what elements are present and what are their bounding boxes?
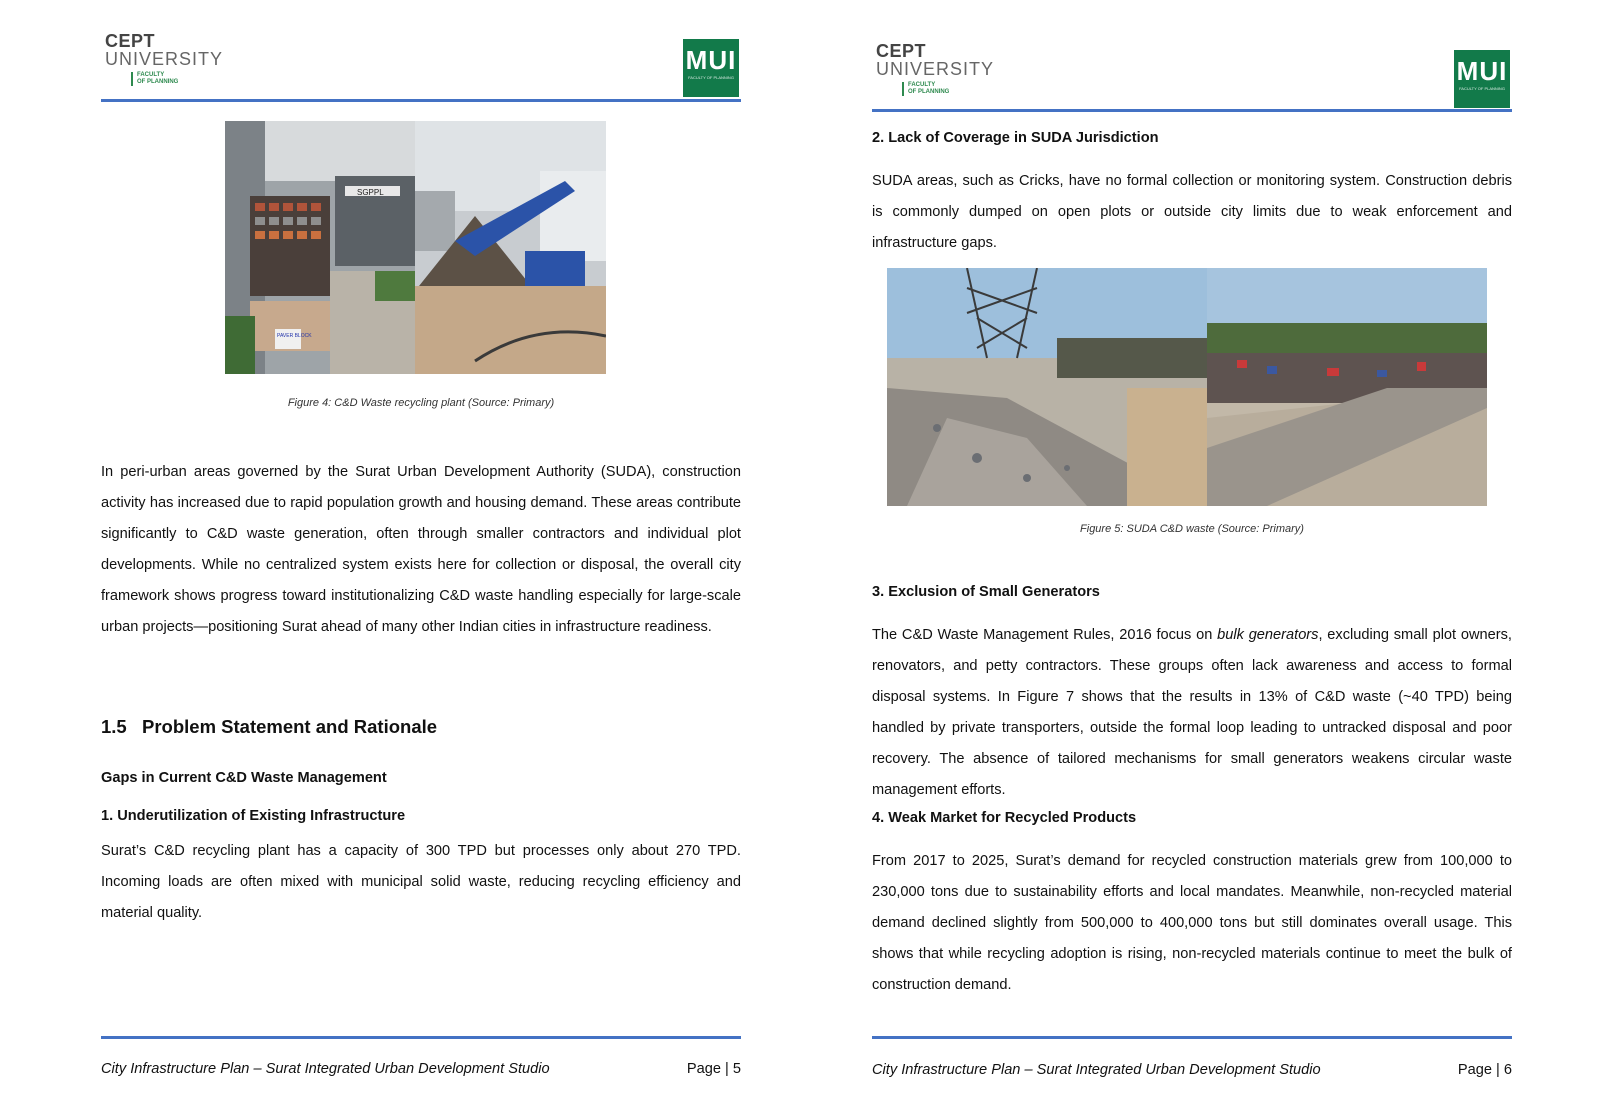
bulk-generators-emphasis: bulk generators [1217,627,1319,643]
cept-university-logo: CEPT UNIVERSITY FACULTY OF PLANNING [876,41,995,95]
document-page-5 [101,0,741,1119]
suda-waste-photo-left [887,268,1207,506]
weak-market-paragraph: From 2017 to 2025, Surat’s demand for recycled construction materials grew from 100,000 to 230,000 tons due to sustainability efforts and local mandates. Meanwhile, non-recycled material demand declined slightly from 500,000 to 400,000 tons but still dominates overall usage. This shows that while recycling adoption is rising, non-recycled materials continue to meet the bulk of construction demand. [872,853,1512,993]
recycling-plant-photo-right [415,121,606,374]
header-rule [101,99,741,102]
mui-logo: MUI FACULTY OF PLANNING [683,39,739,97]
page-number: Page | 6 [1457,1062,1512,1078]
page-header [872,38,1512,114]
footer-rule [101,1036,741,1039]
page-header [101,28,741,104]
paver-block-label: PAVER BLOCK [277,333,312,339]
section-title: Problem Statement and Rationale [142,716,438,737]
underutilization-paragraph: Surat’s C&D recycling plant has a capacity of 300 TPD but processes only about 270 TPD. Incoming loads are often mixed with municipal solid waste, reducing recycling efficiency and material quality. [101,843,741,921]
page-number: Page | 5 [686,1061,741,1077]
sgppl-sign-text: SGPPL [357,188,384,197]
intro-paragraph: In peri-urban areas governed by the Surat Urban Development Authority (SUDA), construction activity has increased due to rapid population growth and housing demand. These areas contribute significantly to C&D waste generation, often through smaller contractors and individual plot developments. While no centralized system exists here for collection or disposal, the overall city framework shows progress toward institutionalizing C&D waste handling especially for large-scale urban projects—positioning Surat ahead of many other Indian cities in infrastructure readiness. [101,464,741,635]
exclusion-small-generators-paragraph: The C&D Waste Management Rules, 2016 focus on bulk generators, excluding small plot owners, renovators, and petty contractors. These groups often lack awareness and access to formal disposal systems. In Figure 7 shows that the results in 13% of C&D waste (~40 TPD) being handled by private transporters, outside the formal loop leading to untracked disposal and poor recovery. The absence of tailored mechanisms for small generators weakens circular waste management efforts. [872,627,1512,798]
cept-university-logo: CEPT UNIVERSITY FACULTY OF PLANNING [105,31,224,85]
gaps-subheading: Gaps in Current C&D Waste Management [101,770,387,786]
heading-exclusion-small-generators: 3. Exclusion of Small Generators [872,584,1100,600]
footer-title: City Infrastructure Plan – Surat Integrated Urban Development Studio [872,1062,1321,1078]
figure-4-caption: Figure 4: C&D Waste recycling plant (Source: Primary) [287,397,555,409]
footer-rule [872,1036,1512,1039]
heading-underutilization: 1. Underutilization of Existing Infrastructure [101,808,406,824]
figure-5-caption: Figure 5: SUDA C&D waste (Source: Primary) [1080,523,1304,535]
recycling-plant-photo-left [225,121,415,374]
footer-title: City Infrastructure Plan – Surat Integrated Urban Development Studio [101,1061,550,1077]
lack-of-coverage-paragraph: SUDA areas, such as Cricks, have no formal collection or monitoring system. Construction debris is commonly dumped on open plots or outside city limits due to weak enforcement and infrastructure gaps. [872,173,1512,251]
section-heading [101,716,437,738]
section-number: 1.5 [101,716,127,737]
mui-logo: MUI FACULTY OF PLANNING [1454,50,1510,108]
document-page-6 [872,0,1512,1119]
heading-weak-market: 4. Weak Market for Recycled Products [872,810,1137,826]
header-rule [872,109,1512,112]
suda-waste-photo-right [1207,268,1487,506]
heading-lack-of-coverage: 2. Lack of Coverage in SUDA Jurisdiction [872,130,1159,146]
